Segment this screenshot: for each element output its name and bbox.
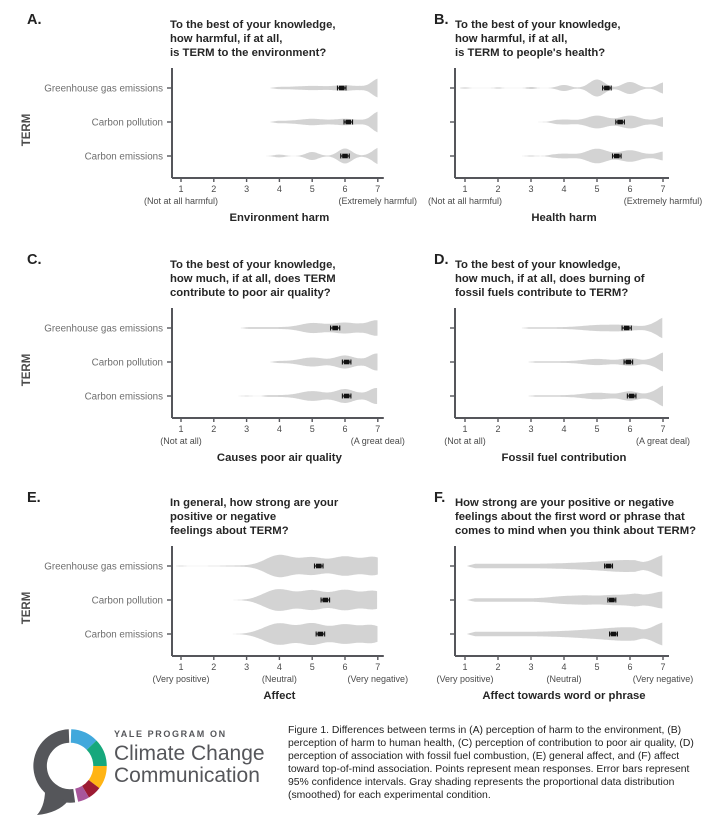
- x-tick-label: 7: [660, 662, 666, 672]
- x-anchor-label: (Not at all): [444, 436, 486, 446]
- x-tick-label: 1: [462, 424, 468, 434]
- x-tick-label: 6: [342, 662, 348, 672]
- violin-carbon-emissions: [528, 386, 663, 407]
- row-label: Carbon emissions: [84, 629, 163, 641]
- mean-point: [611, 632, 617, 637]
- x-tick-label: 7: [660, 424, 666, 434]
- violin-carbon-emissions: [238, 388, 377, 404]
- x-tick-label: 2: [495, 184, 501, 194]
- panel-b: [428, 12, 702, 224]
- mean-point: [344, 360, 350, 365]
- x-tick-label: 4: [561, 184, 567, 194]
- logo-ring-segment: [86, 784, 95, 792]
- violin-carbon-pollution: [270, 354, 377, 371]
- row-label: Greenhouse gas emissions: [44, 561, 163, 573]
- violin-greenhouse-gas-emissions: [270, 79, 377, 98]
- x-tick-label: 6: [627, 424, 633, 434]
- violin-greenhouse-gas-emissions: [522, 318, 663, 338]
- panels-row-3: [0, 470, 720, 713]
- logo-ring-segment: [92, 745, 100, 766]
- x-tick-label: 1: [178, 662, 184, 672]
- x-tick-label: 6: [627, 184, 633, 194]
- x-tick-label: 3: [528, 184, 534, 194]
- mean-point: [323, 598, 329, 603]
- mean-point: [626, 360, 632, 365]
- panel-question-line: how much, if at all, does TERM: [170, 273, 336, 285]
- panel-a: [21, 12, 417, 224]
- violin-carbon-pollution: [234, 589, 378, 611]
- mean-point: [316, 564, 322, 569]
- x-tick-label: 4: [561, 662, 567, 672]
- x-tick-label: 2: [211, 184, 217, 194]
- x-tick-label: 2: [211, 424, 217, 434]
- logo-ring-segment: [77, 792, 86, 796]
- row-label: Greenhouse gas emissions: [44, 83, 163, 95]
- violin-carbon-emissions: [266, 148, 377, 164]
- row-label: Carbon emissions: [84, 391, 163, 403]
- x-axis-title: Environment harm: [229, 212, 330, 224]
- panel-question-line: feelings about the first word or phrase that: [455, 511, 685, 523]
- x-tick-label: 2: [495, 662, 501, 672]
- logo-text: [114, 729, 265, 787]
- x-anchor-label: (Not at all harmful): [427, 196, 503, 206]
- panel-question-line: To the best of your knowledge,: [455, 259, 621, 271]
- x-tick-label: 7: [375, 184, 381, 194]
- mean-marker: [610, 632, 618, 637]
- x-anchor-label: (A great deal): [350, 436, 405, 446]
- x-anchor-label: (Very negative): [347, 674, 409, 684]
- violin-greenhouse-gas-emissions: [460, 80, 663, 97]
- violin-carbon-emissions: [522, 149, 663, 164]
- x-tick-label: 6: [627, 662, 633, 672]
- mean-point: [318, 632, 324, 637]
- logo-ring-segment: [71, 736, 92, 745]
- figure-caption: Figure 1. Differences between terms in (A) perception of harm to the environment, (B) perception of harm to human health, (C) perception of contribution to poor air quality, (D) perception of association with fossil fuel combustion, (E) general affect, and (F) affect toward top-of-mind association. Points represent mean responses. Error bars represent 95% confidence intervals. Gray shading represents the proportional data distribution (smoothed) for each experimental condition.: [288, 725, 694, 801]
- row-label: Greenhouse gas emissions: [44, 323, 163, 335]
- panel-question-line: how harmful, if at all,: [455, 33, 568, 45]
- x-anchor-label: (Very negative): [632, 674, 694, 684]
- x-anchor-label: (Neutral): [546, 674, 582, 684]
- panel-letter: F.: [434, 490, 446, 506]
- x-axis-title: Health harm: [531, 212, 597, 224]
- panel-question-line: To the best of your knowledge,: [170, 259, 336, 271]
- violin-carbon-pollution: [528, 353, 663, 372]
- panel-question-line: positive or negative: [170, 511, 277, 523]
- row-label: Carbon pollution: [91, 357, 163, 369]
- x-tick-label: 5: [594, 424, 600, 434]
- mean-point: [342, 154, 348, 159]
- x-axis-title: Causes poor air quality: [216, 452, 342, 464]
- x-anchor-label: (Neutral): [261, 674, 297, 684]
- footer: [0, 713, 720, 813]
- x-tick-label: 7: [660, 184, 666, 194]
- panel-question-line: is TERM to the environment?: [170, 47, 327, 59]
- x-tick-label: 1: [462, 184, 468, 194]
- mean-marker: [608, 598, 616, 603]
- x-tick-label: 3: [528, 662, 534, 672]
- row-label: Carbon emissions: [84, 151, 163, 163]
- x-tick-label: 2: [495, 424, 501, 434]
- x-anchor-label: (Extremely harmful): [623, 196, 703, 206]
- x-tick-label: 4: [276, 424, 282, 434]
- panel-question-line: feelings about TERM?: [170, 525, 289, 537]
- x-tick-label: 6: [342, 424, 348, 434]
- x-tick-label: 1: [462, 662, 468, 672]
- panels-row-1: [0, 0, 720, 230]
- violin-carbon-emissions: [467, 623, 662, 646]
- panels-row-2: [0, 230, 720, 470]
- x-tick-label: 5: [594, 184, 600, 194]
- mean-point: [344, 394, 350, 399]
- logo-name-line-2: Communication: [114, 764, 260, 787]
- logo-ring-segment: [94, 766, 100, 784]
- panel-letter: A.: [27, 12, 42, 28]
- x-anchor-label: (Very positive): [436, 674, 494, 684]
- x-anchor-label: (A great deal): [635, 436, 691, 446]
- panel-question-line: how much, if at all, does burning of: [455, 273, 645, 285]
- x-axis-title: Fossil fuel contribution: [501, 452, 627, 464]
- x-tick-label: 3: [244, 662, 250, 672]
- panel-question-line: fossil fuels contribute to TERM?: [455, 287, 629, 299]
- mean-point: [614, 154, 620, 159]
- logo-name-line-1: Climate Change: [114, 742, 265, 765]
- x-tick-label: 4: [276, 184, 282, 194]
- mean-point: [617, 120, 623, 125]
- panel-question-line: comes to mind when you think about TERM?: [455, 525, 697, 537]
- panel-letter: D.: [434, 252, 449, 268]
- mean-point: [629, 394, 635, 399]
- y-axis-title: TERM: [21, 113, 33, 147]
- panel-question-line: How strong are your positive or negative: [455, 497, 675, 509]
- violin-greenhouse-gas-emissions: [467, 555, 662, 576]
- mean-point: [609, 598, 615, 603]
- violin-carbon-pollution: [538, 116, 663, 129]
- x-tick-label: 3: [528, 424, 534, 434]
- panel-f: [434, 490, 696, 702]
- panel-question-line: is TERM to people's health?: [455, 47, 606, 59]
- x-tick-label: 4: [276, 662, 282, 672]
- panel-letter: B.: [434, 12, 449, 28]
- mean-point: [606, 564, 612, 569]
- panel-question-line: To the best of your knowledge,: [170, 19, 336, 31]
- x-anchor-label: (Extremely harmful): [338, 196, 418, 206]
- panel-question-line: contribute to poor air quality?: [170, 287, 331, 299]
- mean-marker: [605, 564, 613, 569]
- x-tick-label: 7: [375, 424, 381, 434]
- x-tick-label: 6: [342, 184, 348, 194]
- violin-carbon-pollution: [467, 592, 662, 609]
- panel-letter: C.: [27, 252, 42, 268]
- x-axis-title: Affect towards word or phrase: [482, 690, 646, 702]
- panel-question-line: In general, how strong are your: [170, 497, 339, 509]
- violin-greenhouse-gas-emissions: [241, 320, 378, 335]
- panel-d: [434, 252, 690, 464]
- x-tick-label: 5: [309, 424, 315, 434]
- x-anchor-label: (Very positive): [152, 674, 210, 684]
- row-label: Carbon pollution: [91, 117, 163, 129]
- x-tick-label: 1: [178, 424, 184, 434]
- mean-point: [339, 86, 345, 91]
- mean-point: [624, 326, 630, 331]
- x-tick-label: 4: [561, 424, 567, 434]
- mean-point: [604, 86, 610, 91]
- x-tick-label: 1: [178, 184, 184, 194]
- mean-point: [332, 326, 338, 331]
- mean-point: [345, 120, 351, 125]
- x-tick-label: 7: [375, 662, 381, 672]
- panel-c: [21, 252, 405, 464]
- violin-carbon-pollution: [270, 112, 377, 133]
- x-tick-label: 2: [211, 662, 217, 672]
- panel-letter: E.: [27, 490, 41, 506]
- violin-carbon-emissions: [233, 623, 378, 645]
- y-axis-title: TERM: [21, 353, 33, 387]
- x-tick-label: 5: [309, 184, 315, 194]
- logo-program-line: YALE PROGRAM ON: [114, 729, 227, 739]
- x-tick-label: 5: [309, 662, 315, 672]
- x-anchor-label: (Not at all harmful): [143, 196, 219, 206]
- row-label: Carbon pollution: [91, 595, 163, 607]
- x-anchor-label: (Not at all): [160, 436, 202, 446]
- x-tick-label: 5: [594, 662, 600, 672]
- x-axis-title: Affect: [263, 690, 296, 702]
- y-axis-title: TERM: [21, 591, 33, 625]
- violin-greenhouse-gas-emissions: [176, 555, 378, 577]
- panel-e: [21, 490, 408, 702]
- x-tick-label: 3: [244, 184, 250, 194]
- panel-question-line: how harmful, if at all,: [170, 33, 283, 45]
- panel-question-line: To the best of your knowledge,: [455, 19, 621, 31]
- x-tick-label: 3: [244, 424, 250, 434]
